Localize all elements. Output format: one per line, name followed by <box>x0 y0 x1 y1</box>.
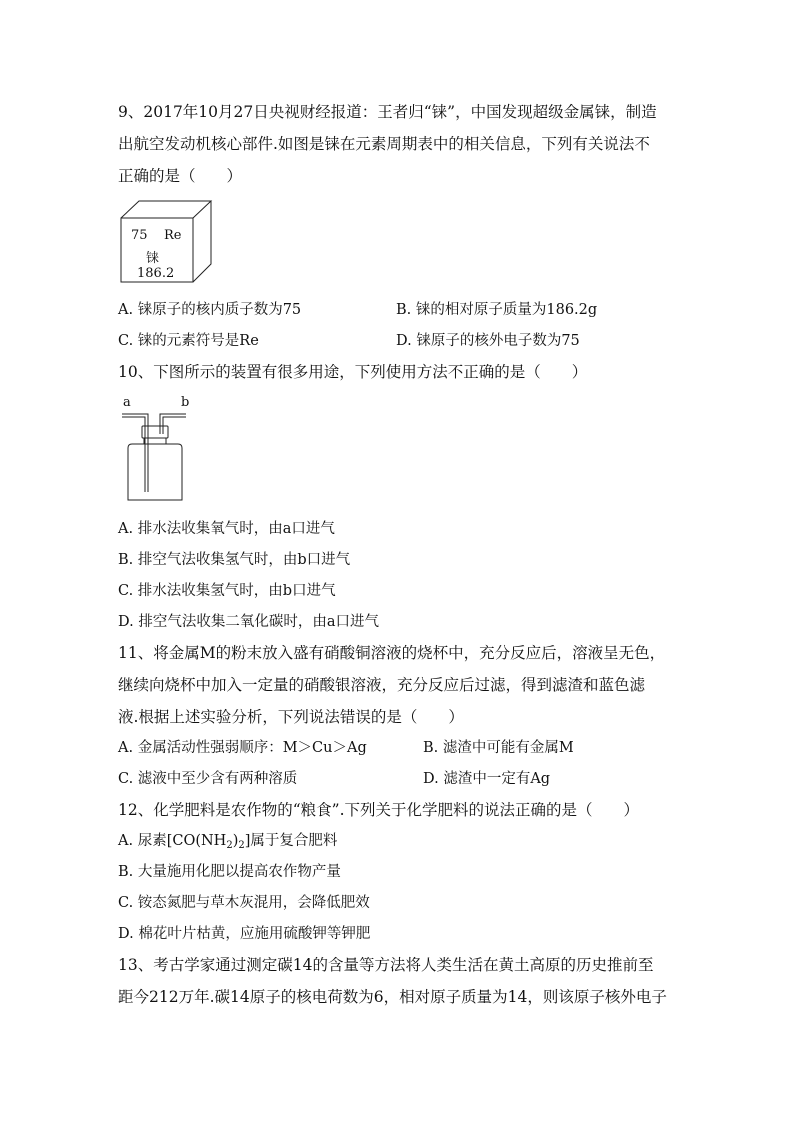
q12-option-a-subscript-1: 2 <box>226 840 233 851</box>
q9-line-3: 正确的是（ ） <box>118 167 243 185</box>
q11-line-1: 11、将金属M的粉末放入盛有硝酸铜溶液的烧杯中，充分反应后，溶液呈无色， <box>118 644 666 662</box>
element-atomic-number: 75 <box>131 228 148 243</box>
q10-option-a: A. 排水法收集氧气时，由a口进气 <box>118 521 335 537</box>
bottle-stopper <box>142 426 168 438</box>
q9-option-c: C. 铼的元素符号是Re <box>118 333 259 349</box>
q10-option-b: B. 排空气法收集氢气时，由b口进气 <box>118 552 351 568</box>
element-symbol: Re <box>164 228 182 243</box>
q13-line-1: 13、考古学家通过测定碳14的含量等方法将人类生活在黄土高原的历史推前至 <box>118 956 654 974</box>
port-label-b: b <box>181 395 190 410</box>
element-mass: 186.2 <box>137 266 175 281</box>
q10-option-d: D. 排空气法收集二氧化碳时，由a口进气 <box>118 614 379 630</box>
q12-option-b: B. 大量施用化肥以提高农作物产量 <box>118 864 341 880</box>
q12-option-a-text-3: ]属于复合肥料 <box>244 833 338 849</box>
q11-option-c: C. 滤液中至少含有两种溶质 <box>118 771 298 787</box>
q11-option-d: D. 滤渣中一定有Ag <box>423 771 551 787</box>
element-name: 铼 <box>146 251 160 266</box>
q12-option-c: C. 铵态氮肥与草木灰混用，会降低肥效 <box>118 895 370 911</box>
q13-line-2: 距今212万年.碳14原子的核电荷数为6，相对原子质量为14，则该原子核外电子 <box>118 988 667 1006</box>
q11-line-3: 液.根据上述实验分析，下列说法错误的是（ ） <box>118 708 464 726</box>
q11-option-a: A. 金属活动性强弱顺序：M＞Cu＞Ag <box>118 740 367 756</box>
q12-option-d: D. 棉花叶片枯黄，应施用硫酸钾等钾肥 <box>118 926 371 942</box>
port-label-a: a <box>123 395 131 410</box>
q9-line-1: 9、2017年10月27日央视财经报道：王者归“铼”，中国发现超级金属铼，制造 <box>118 103 657 121</box>
q11-option-b: B. 滤渣中可能有金属M <box>423 740 574 756</box>
q12-option-a-subscript-2: 2 <box>238 840 245 851</box>
cube-side-face <box>193 201 211 282</box>
q12-line-1: 12、化学肥料是农作物的“粮食”.下列关于化学肥料的说法正确的是（ ） <box>118 801 640 819</box>
q12-option-a-text-2: ) <box>232 833 239 849</box>
q11-line-2: 继续向烧杯中加入一定量的硝酸银溶液，充分反应后过滤，得到滤渣和蓝色滤 <box>118 676 646 694</box>
q9-option-b: B. 铼的相对原子质量为186.2g <box>396 302 598 318</box>
bottle-body <box>128 438 182 500</box>
q9-option-a: A. 铼原子的核内质子数为75 <box>118 302 302 318</box>
q12-option-a <box>118 831 337 856</box>
cube-top-face <box>121 201 211 218</box>
q10-line-1: 10、下图所示的装置有很多用途，下列使用方法不正确的是（ ） <box>118 363 588 381</box>
gas-bottle-figure <box>118 408 198 504</box>
q12-option-a-text-1: A. 尿素[CO(NH <box>118 833 227 849</box>
q9-line-2: 出航空发动机核心部件.如图是铼在元素周期表中的相关信息，下列有关说法不 <box>118 135 650 153</box>
q9-option-d: D. 铼原子的核外电子数为75 <box>396 333 580 349</box>
q10-option-c: C. 排水法收集氢气时，由b口进气 <box>118 583 336 599</box>
